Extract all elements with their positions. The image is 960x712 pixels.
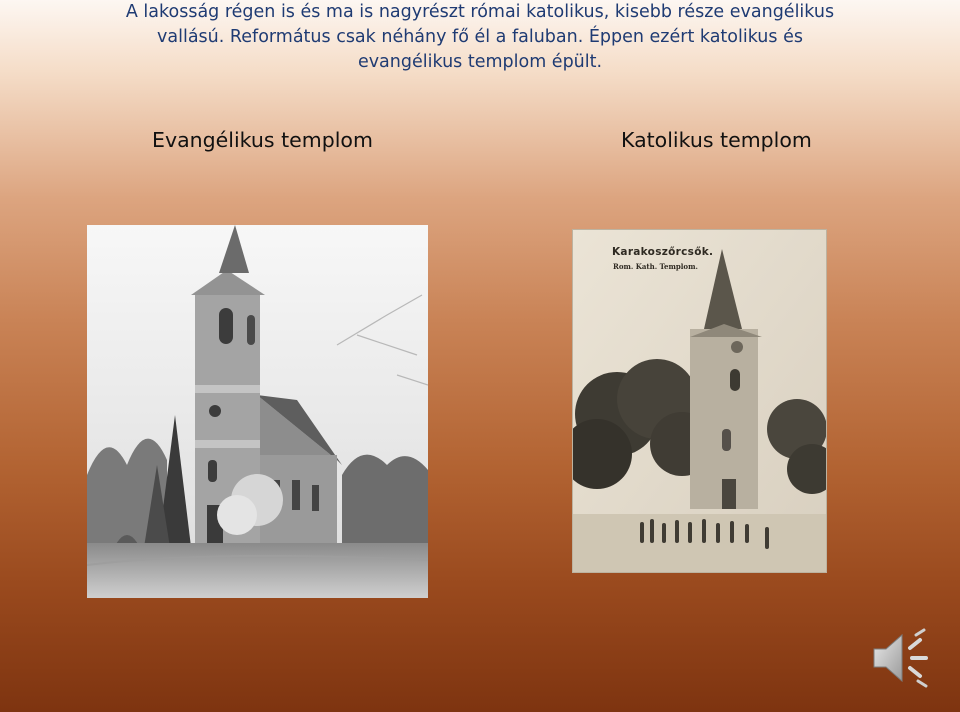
photo-catholic-church-postcard	[572, 229, 827, 573]
intro-line-3: evangélikus templom épült.	[357, 52, 603, 72]
intro-text	[110, 0, 850, 75]
photo-evangelical-church	[87, 225, 428, 598]
intro-line-2: vallású. Református csak néhány fő él a faluban. Éppen ezért katolikus és	[157, 27, 803, 47]
postcard-title: Karakoszőrcsők.	[612, 246, 714, 258]
speaker-icon[interactable]	[868, 627, 934, 689]
caption-catholic: Katolikus templom	[621, 128, 812, 152]
intro-line-1: A lakosság régen is és ma is nagyrészt római katolikus, kisebb része evangélikus	[125, 2, 835, 22]
postcard-subtitle: Rom. Kath. Templom.	[613, 262, 698, 271]
church-image	[87, 225, 428, 598]
caption-evangelical: Evangélikus templom	[152, 128, 373, 152]
postcard-image	[572, 229, 827, 573]
